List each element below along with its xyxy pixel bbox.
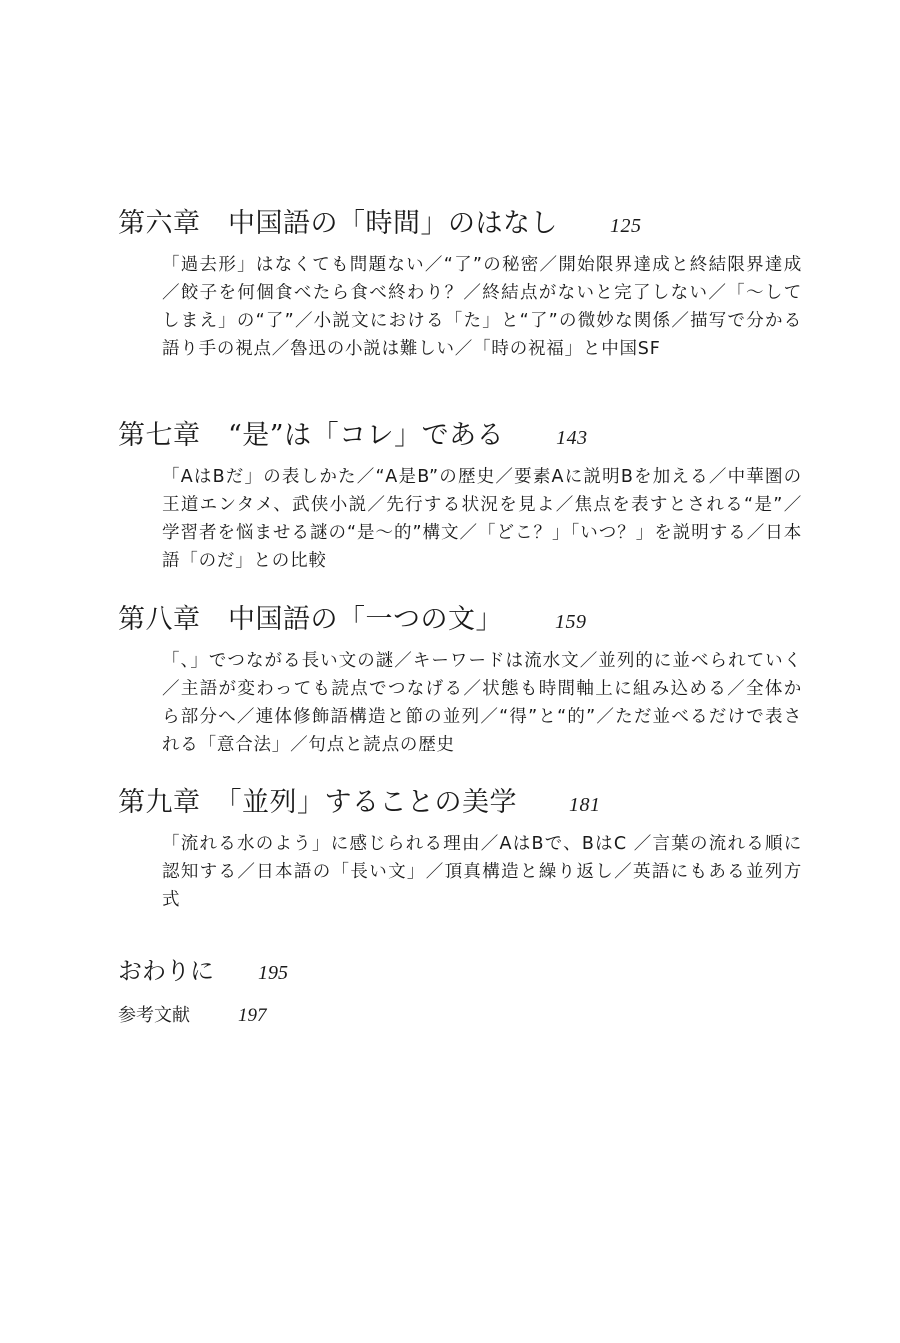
page-number: 143	[556, 427, 588, 449]
page-number: 181	[569, 794, 601, 816]
chapter-heading	[118, 207, 818, 243]
chapter-title: 第九章 「並列」することの美学	[118, 787, 517, 818]
chapter-heading	[118, 786, 818, 822]
toc-chapter-8	[118, 603, 818, 759]
toc-chapter-6	[118, 207, 818, 363]
chapter-summary: 「流れる水のよう」に感じられる理由／AはBで、BはC ／言葉の流れる順に認知する／日本語の「長い文」／頂真構造と繰り返し／英語にもある並列方式	[162, 834, 802, 910]
toc-chapter-9	[118, 786, 818, 914]
page-number: 125	[610, 215, 642, 237]
chapter-title: 第八章 中国語の「一つの文」	[118, 604, 503, 635]
toc-afterword	[118, 951, 288, 986]
chapter-heading	[118, 603, 818, 639]
chapter-heading	[118, 419, 818, 455]
chapter-summary: 「過去形」はなくても問題ない／“了”の秘密／開始限界達成と終結限界達成／餃子を何個食べたら食べ終わり？／終結点がないと完了しない／「〜してしまえ」の“了”／小説文における「た」と“了”の微妙な関係／描写で分かる語り手の視点／魯迅の小説は難しい／「時の祝福」と中国SF	[162, 255, 802, 359]
chapter-summary: 「AはBだ」の表しかた／“A是B”の歴史／要素Aに説明Bを加える／中華圏の王道エンタメ、武侠小説／先行する状況を見よ／焦点を表すとされる“是”／学習者を悩ませる謎の“是〜的”構文／「どこ？」「いつ？」を説明する／日本語「のだ」との比較	[162, 467, 802, 571]
page-number: 159	[555, 611, 587, 633]
chapter-summary: 「、」でつながる長い文の謎／キーワードは流水文／並列的に並べられていく／主語が変わっても読点でつなげる／状態も時間軸上に組み込める／全体から部分へ／連体修飾語構造と節の並列／“得”と“的”／ただ並べるだけで表される「意合法」／句点と読点の歴史	[162, 651, 802, 755]
page-number: 195	[258, 962, 288, 984]
afterword-title: おわりに	[118, 957, 214, 985]
page-number: 197	[238, 1005, 267, 1026]
toc-references	[118, 1001, 267, 1027]
chapter-title: 第六章 中国語の「時間」のはなし	[118, 208, 558, 239]
chapter-title: 第七章 “是”は「コレ」である	[118, 420, 505, 451]
toc-chapter-7	[118, 419, 818, 575]
references-title: 参考文献	[118, 1005, 190, 1026]
